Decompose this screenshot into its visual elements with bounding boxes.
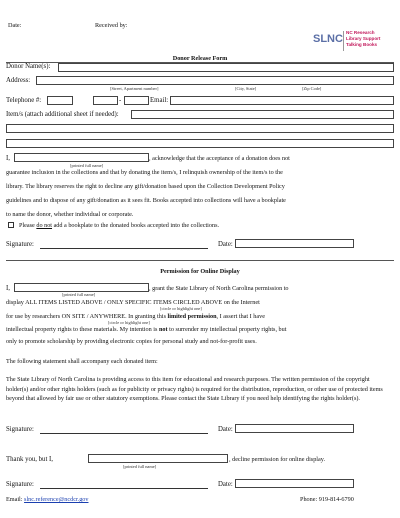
- bookplate-statement: [19, 222, 219, 229]
- use-line: [6, 313, 265, 320]
- ack-line-1: , acknowledge that the acceptance of a donation does not: [149, 155, 290, 162]
- ip-bold: not: [158, 326, 168, 333]
- permission-title: Permission for Online Display: [160, 268, 240, 275]
- use-prefix: for use by researchers ON SITE / ANYWHERE. In granting this: [6, 313, 168, 320]
- street-hint: [Street, Apartment number]: [110, 86, 159, 91]
- circle-hint-2: [circle or highlight one]: [108, 320, 150, 325]
- use-suffix: , I assert that I have: [216, 313, 265, 320]
- signature-line[interactable]: [40, 248, 208, 249]
- email-field[interactable]: [170, 96, 394, 105]
- items-field-3[interactable]: [6, 139, 394, 148]
- bookplate-do-not: do not: [36, 222, 53, 229]
- footer-email-label: Email:: [6, 496, 23, 503]
- permission-date-field[interactable]: [235, 424, 354, 433]
- ip-prefix: intellectual property rights to these materials. My intention is: [6, 326, 159, 333]
- footer-email: [6, 496, 89, 503]
- decline-signature-line[interactable]: [40, 488, 208, 489]
- items-field-1[interactable]: [131, 110, 394, 119]
- grant-i-label: I,: [6, 285, 10, 292]
- logo-abbr: SLNC: [313, 33, 343, 45]
- statement-intro: The following statement shall accompany each donated item:: [6, 358, 158, 365]
- telephone-prefix-field[interactable]: [93, 96, 118, 105]
- display-line: display ALL ITEMS LISTED ABOVE / ONLY SPECIFIC ITEMS CIRCLED ABOVE on the Internet: [6, 299, 260, 306]
- bookplate-checkbox[interactable]: [8, 222, 14, 228]
- items-field-2[interactable]: [6, 124, 394, 133]
- telephone-area-field[interactable]: [47, 96, 73, 105]
- logo-divider: [343, 31, 344, 51]
- address-field[interactable]: [36, 76, 394, 85]
- bookplate-suffix: add a bookplate to the donated books accepted into the collections.: [52, 222, 220, 229]
- signature-date-field[interactable]: [235, 239, 354, 248]
- footer-phone-label: Phone:: [300, 496, 318, 503]
- email-label: Email:: [150, 97, 169, 104]
- footer-phone-value: 919-814-6790: [318, 496, 354, 503]
- decline-printed-name-field[interactable]: [88, 454, 228, 463]
- signature-label: Signature:: [6, 241, 34, 248]
- bookplate-prefix: Please: [19, 222, 37, 229]
- telephone-dash: -: [119, 97, 122, 104]
- slnc-logo: [313, 30, 395, 56]
- telephone-label: Telephone #:: [6, 97, 42, 104]
- logo-line1: NC Research: [346, 30, 375, 35]
- ack-line-5: to name the donor, whether individual or corporate.: [6, 211, 134, 218]
- logo-line3: Talking Books: [346, 42, 378, 47]
- ack-i-label: I,: [6, 155, 10, 162]
- section-divider: [6, 260, 394, 261]
- zip-hint: [Zip Code]: [302, 86, 322, 91]
- items-label: Item/s (attach additional sheet if needed):: [6, 111, 119, 118]
- ip-line-1: [6, 326, 286, 333]
- telephone-line-field[interactable]: [124, 96, 149, 105]
- grant-printed-name-hint: [printed full name]: [62, 292, 96, 297]
- ack-printed-name-hint: [printed full name]: [70, 163, 104, 168]
- ack-line-2: guarantee inclusion in the collections and that by donating the item/s, I relinquish ownership of the item/s to the: [6, 169, 283, 176]
- permission-date-label: Date:: [218, 426, 233, 433]
- ack-line-3: library. The library reserves the right to decline any gift/donation based upon the Collection Development Policy: [6, 183, 285, 190]
- date-label: Date:: [8, 22, 22, 29]
- decline-date-field[interactable]: [235, 479, 354, 488]
- circle-hint-1: [circle or highlight one]: [160, 306, 202, 311]
- decline-printed-name-hint: [printed full name]: [123, 464, 157, 469]
- decline-prefix: Thank you, but I,: [6, 456, 54, 463]
- city-hint: [City, State]: [235, 86, 257, 91]
- grant-text: , grant the State Library of North Carolina permission to: [149, 285, 289, 292]
- donor-names-label: Donor Name(s):: [6, 63, 51, 70]
- footer-email-link[interactable]: slnc.reference@ncdcr.gov: [24, 496, 89, 503]
- decline-signature-label: Signature:: [6, 481, 34, 488]
- use-bold: limited permission: [167, 313, 217, 320]
- footer-phone: [300, 496, 354, 503]
- signature-date-label: Date:: [218, 241, 233, 248]
- received-by-label: Received by:: [95, 22, 128, 29]
- logo-line2: Library Support: [346, 36, 381, 41]
- decline-date-label: Date:: [218, 481, 233, 488]
- ip-suffix: to surrender my intellectual property rights, but: [167, 326, 287, 333]
- statement-paragraph: The State Library of North Carolina is providing access to this item for educational and research purposes. The written permission of the copyright holder(s) and/or other rights holders (such as for publicity or privacy rights) is required for the distribution, reproduction, or other use of protected items beyond that allowed by fair use or other statutory exemptions. Please contact the State Library if you need help identifying the rights holder(s).: [6, 376, 383, 403]
- ip-line-2: only to promote scholarship by providing electronic copies for personal study and not-for-profit uses.: [6, 338, 257, 345]
- permission-signature-label: Signature:: [6, 426, 34, 433]
- address-label: Address:: [6, 77, 31, 84]
- ack-line-4: guidelines and to dispose of any gift/donation as it sees fit. Books accepted into collections will have a bookplate: [6, 197, 286, 204]
- donor-names-field[interactable]: [58, 63, 394, 72]
- permission-signature-line[interactable]: [40, 433, 208, 434]
- grant-printed-name-field[interactable]: [14, 283, 149, 292]
- donor-release-title: Donor Release Form: [172, 55, 228, 62]
- ack-printed-name-field[interactable]: [14, 153, 149, 162]
- decline-suffix: , decline permission for online display.: [229, 456, 325, 463]
